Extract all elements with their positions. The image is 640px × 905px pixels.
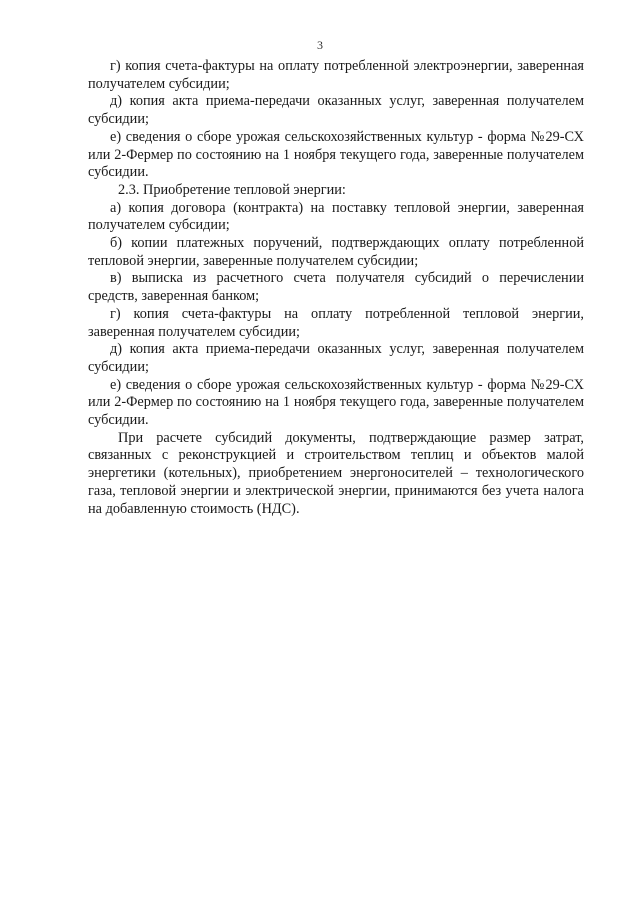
item-b-heat-payment-orders: б) копии платежных поручений, подтверждающих оплату потребленной тепловой энергии, заверенные получателем субсидии; [88, 235, 584, 269]
item-a-heat-contract: а) копия договора (контракта) на поставку тепловой энергии, заверенная получателем субсидии; [88, 199, 584, 234]
item-d-electricity-acceptance-act: д) копия акта приема-передачи оказанных услуг, заверенная получателем субсидии; [88, 93, 584, 128]
item-g-heat-invoice: г) копия счета-фактуры на оплату потребленной тепловой энергии, заверенная получателем субсидии; [88, 305, 584, 340]
vat-exclusion-paragraph: При расчете субсидий документы, подтверждающие размер затрат, связанных с реконструкцией и строительством теплиц и объектов малой энергетики (котельных), приобретением энергоносителей – технологического газа, тепловой энергии и электрической энергии, принимаются без учета налога на добавленную стоимость (НДС). [88, 429, 584, 517]
item-d-heat-acceptance-act: д) копия акта приема-передачи оказанных услуг, заверенная получателем субсидии; [88, 341, 584, 375]
page-number: 3 [317, 38, 323, 52]
item-v-heat-bank-statement: в) выписка из расчетного счета получателя субсидий о перечислении средств, заверенная банком; [88, 270, 584, 305]
item-e-electricity-harvest-info: е) сведения о сборе урожая сельскохозяйственных культур - форма №29-СХ или 2-Фермер по состоянию на 1 ноября текущего года, заверенные получателем субсидии. [88, 128, 584, 181]
document-body [88, 58, 584, 518]
section-2-3-heading: 2.3. Приобретение тепловой энергии: [118, 181, 346, 198]
item-e-heat-harvest-info: е) сведения о сборе урожая сельскохозяйственных культур - форма №29-СХ или 2-Фермер по состоянию на 1 ноября текущего года, заверенные получателем субсидии. [88, 376, 584, 429]
item-g-electricity-invoice: г) копия счета-фактуры на оплату потребленной электроэнергии, заверенная получателем субсидии; [88, 58, 584, 92]
